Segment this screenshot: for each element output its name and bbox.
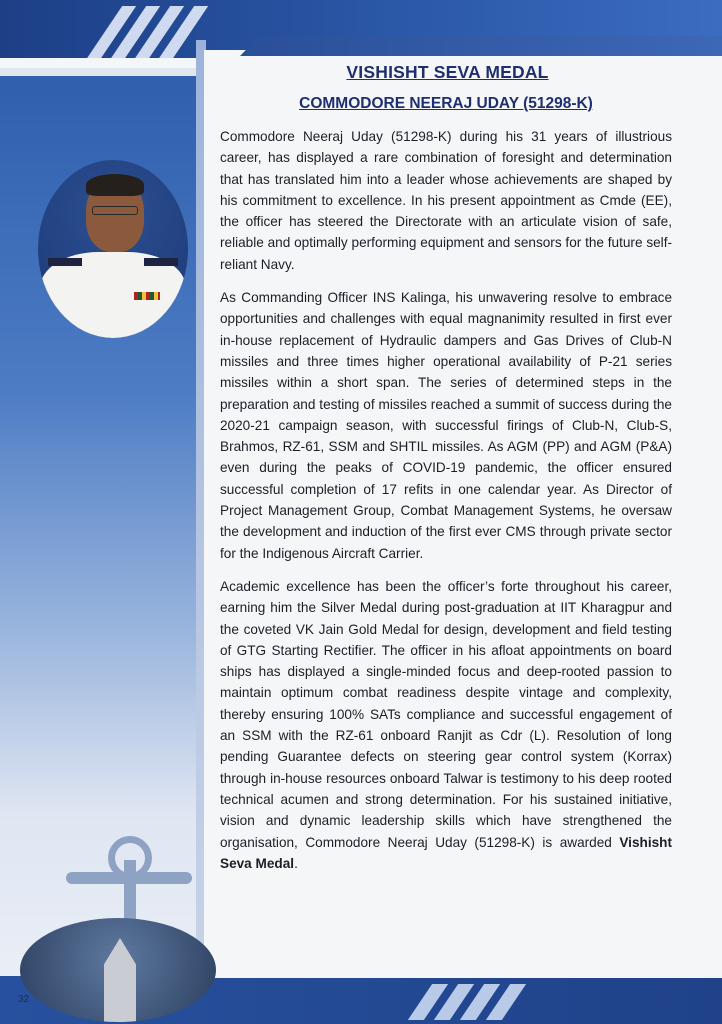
- bottom-stripe: [200, 966, 722, 978]
- citation-paragraph: [220, 576, 672, 874]
- paragraph-end: .: [294, 855, 298, 871]
- hair: [86, 174, 144, 196]
- citation-paragraph: Commodore Neeraj Uday (51298-K) during his 31 years of illustrious career, has displayed a rare combination of foresight and determination that has translated him into a leader whose achievements are shaped by his commitment to excellence. In his present appointment as Cmde (EE), the officer has steered the Directorate with an articulate vision of safe, reliable and optimally performing equipment and sensors for the future self-reliant Navy.: [220, 129, 672, 272]
- epaulette: [144, 258, 178, 266]
- anchor-ring: [108, 836, 152, 880]
- epaulette: [48, 258, 82, 266]
- officer-name: COMMODORE NEERAJ UDAY (51298-K): [299, 95, 593, 112]
- citation-text: [220, 62, 672, 874]
- medal-title: VISHISHT SEVA MEDAL: [346, 62, 549, 82]
- page-number: 32: [18, 994, 30, 1005]
- ship-hull: [104, 938, 136, 1022]
- paragraph-text: Academic excellence has been the officer’s forte throughout his career, earning him the Silver Medal during post-graduation at IIT Kharagpur and the coveted VK Jain Gold Medal for design, development and field testing of GTG Starting Rectifier. The officer in his afloat appointments on board ships has displayed a single-minded focus and deep-rooted passion to maintain optimum combat readiness despite vintage and complexity, thereby ensuring 100% SATs compliance and successful engagement of an SSM with the RZ-61 onboard Ranjit as Cdr (L). Resolution of long pending Guarantee defects on steering gear control system (Korrax) through in-house resources onboard Talwar is testimony to his deep rooted technical acumen and strong determination. For his sustained initiative, vision and dynamic leadership skills which have strengthened the organisation, Commodore Neeraj Uday (51298-K) is awarded: [220, 578, 672, 850]
- glasses: [92, 206, 138, 215]
- warship-photo: [20, 918, 216, 1022]
- portrait-photo: [38, 160, 188, 338]
- card-header-band: [240, 36, 722, 56]
- medal-ribbons: [134, 292, 160, 300]
- citation-paragraph: As Commanding Officer INS Kalinga, his unwavering resolve to embrace opportunities and challenges with equal magnanimity resulted in first ever in-house replacement of Hydraulic dampers and Gas Drives of Club-N missiles and three times higher operational availability of P-21 series missiles within a short span. The series of determined steps in the preparation and testing of missiles reached a summit of success during the 2020-21 campaign season, with successful firings of Club-N, Club-S, Brahmos, RZ-61, SSM and SHTIL missiles. As AGM (PP) and AGM (P&A) even during the peaks of COVID-19 pandemic, the officer ensured successful completion of 17 refits in one calendar year. As Director of Project Management Group, Combat Management Systems, he oversaw the development and induction of the first ever CMS through private sector for the Indigenous Aircraft Carrier.: [220, 290, 672, 561]
- award-name: Vishisht Seva Medal: [220, 834, 672, 871]
